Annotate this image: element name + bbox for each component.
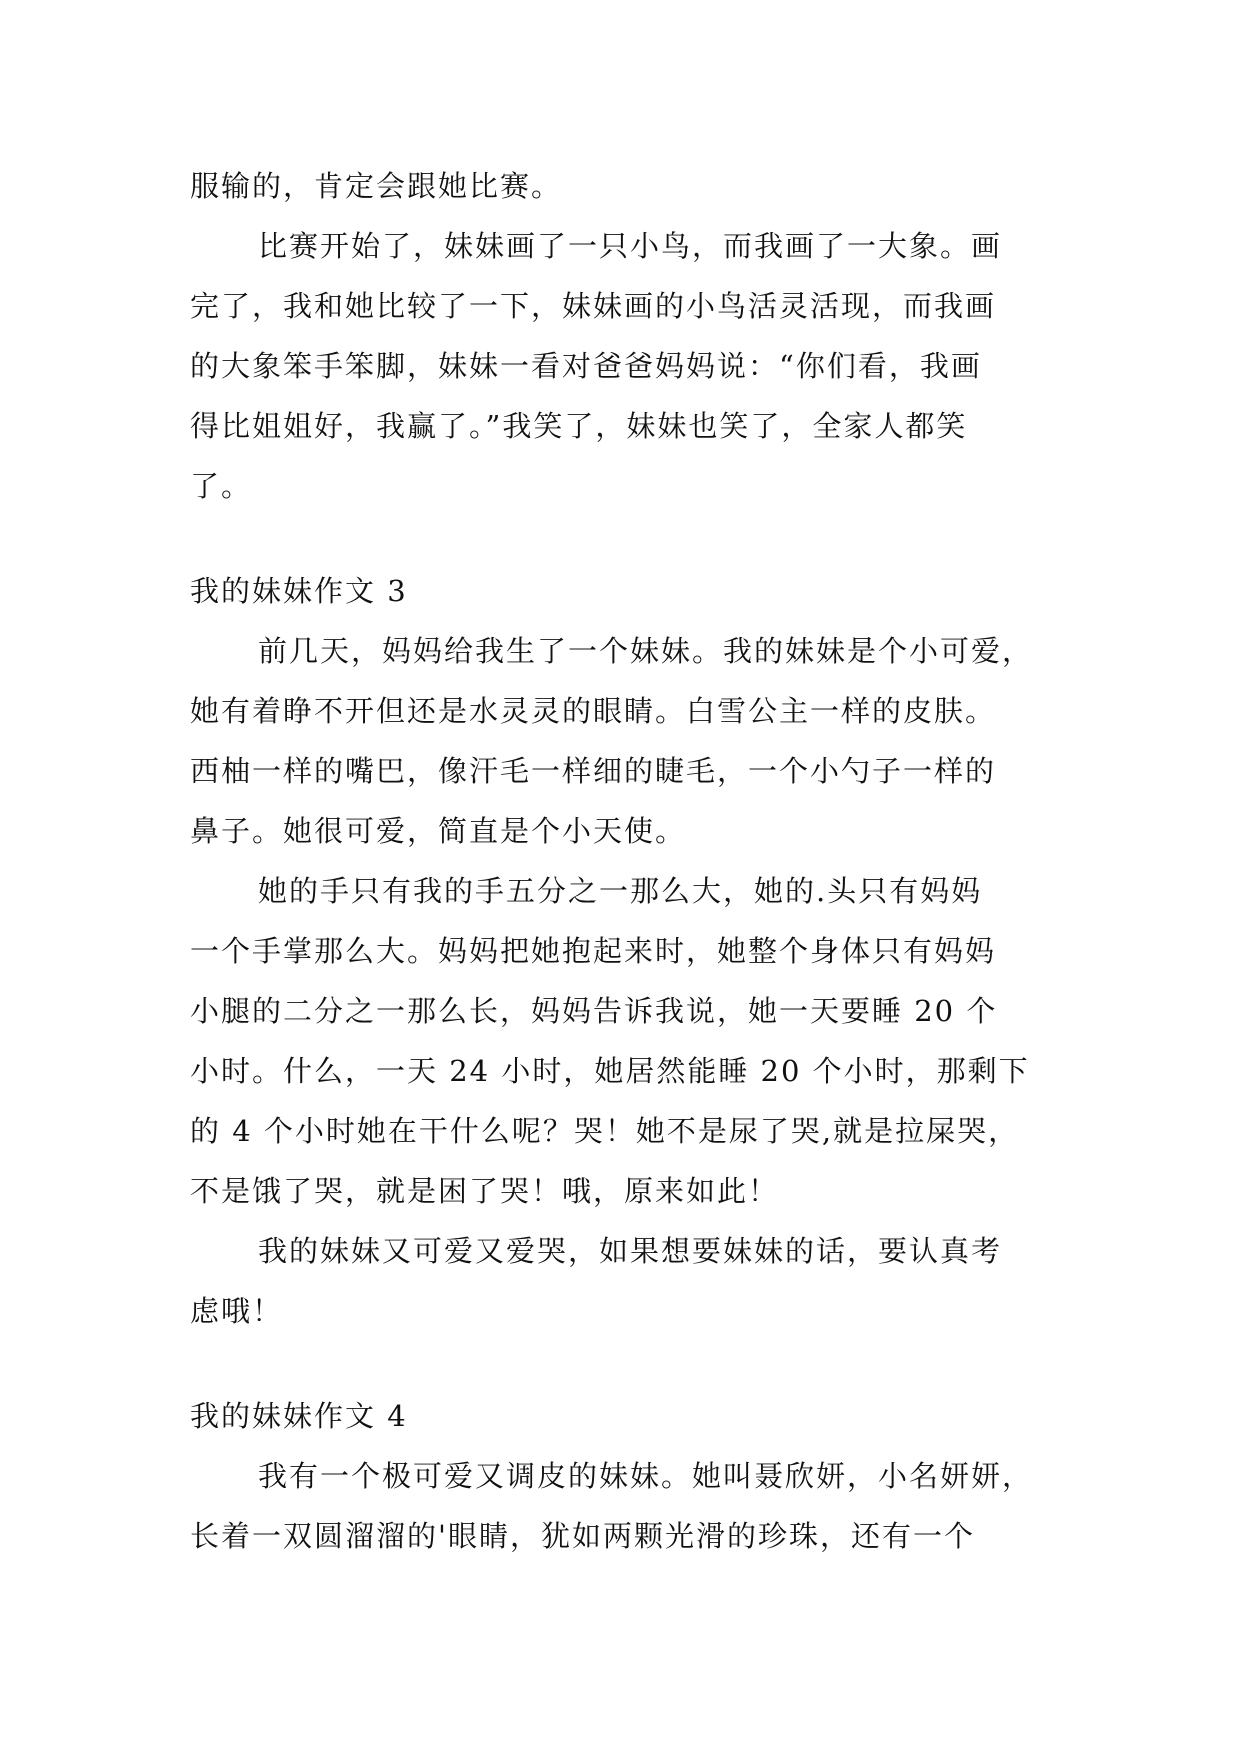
text-line: 了。 xyxy=(190,469,253,503)
section-heading: 我的妹妹作文 3 xyxy=(190,574,408,608)
text-line: 得比姐姐好，我赢了。”我笑了，妹妹也笑了，全家人都笑 xyxy=(190,409,968,443)
text-line: 不是饿了哭，就是困了哭！哦，原来如此！ xyxy=(190,1174,780,1208)
text-line: 虑哦！ xyxy=(190,1294,284,1328)
paragraph-start-line: 她的手只有我的手五分之一那么大，她的.头只有妈妈 xyxy=(258,874,983,908)
text-line: 完了，我和她比较了一下，妹妹画的小鸟活灵活现，而我画 xyxy=(190,289,997,323)
text-line: 一个手掌那么大。妈妈把她抱起来时，她整个身体只有妈妈 xyxy=(190,934,997,968)
text-line: 鼻子。她很可爱，简直是个小天使。 xyxy=(190,814,687,848)
text-line: 的大象笨手笨脚，妹妹一看对爸爸妈妈说：“你们看，我画 xyxy=(190,349,982,383)
section-heading: 我的妹妹作文 4 xyxy=(190,1399,408,1433)
text-line: 服输的，肯定会跟她比赛。 xyxy=(190,169,563,203)
paragraph-start-line: 比赛开始了，妹妹画了一只小鸟，而我画了一大象。画 xyxy=(258,229,1003,263)
text-line: 西柚一样的嘴巴，像汗毛一样细的睫毛，一个小勺子一样的 xyxy=(190,754,997,788)
text-line: 她有着睁不开但还是水灵灵的眼睛。白雪公主一样的皮肤。 xyxy=(190,694,997,728)
text-line: 的 4 个小时她在干什么呢？哭！她不是尿了哭,就是拉屎哭， xyxy=(190,1114,1020,1148)
text-line: 小腿的二分之一那么长，妈妈告诉我说，她一天要睡 20 个 xyxy=(190,994,998,1028)
paragraph-start-line: 我的妹妹又可爱又爱哭，如果想要妹妹的话，要认真考 xyxy=(258,1234,1003,1268)
text-line: 长着一双圆溜溜的'眼睛，犹如两颗光滑的珍珠，还有一个 xyxy=(190,1519,975,1553)
paragraph-start-line: 我有一个极可爱又调皮的妹妹。她叫聂欣妍，小名妍妍， xyxy=(258,1459,1034,1493)
paragraph-start-line: 前几天，妈妈给我生了一个妹妹。我的妹妹是个小可爱， xyxy=(258,634,1034,668)
text-line: 小时。什么，一天 24 小时，她居然能睡 20 个小时，那剩下 xyxy=(190,1054,1030,1088)
